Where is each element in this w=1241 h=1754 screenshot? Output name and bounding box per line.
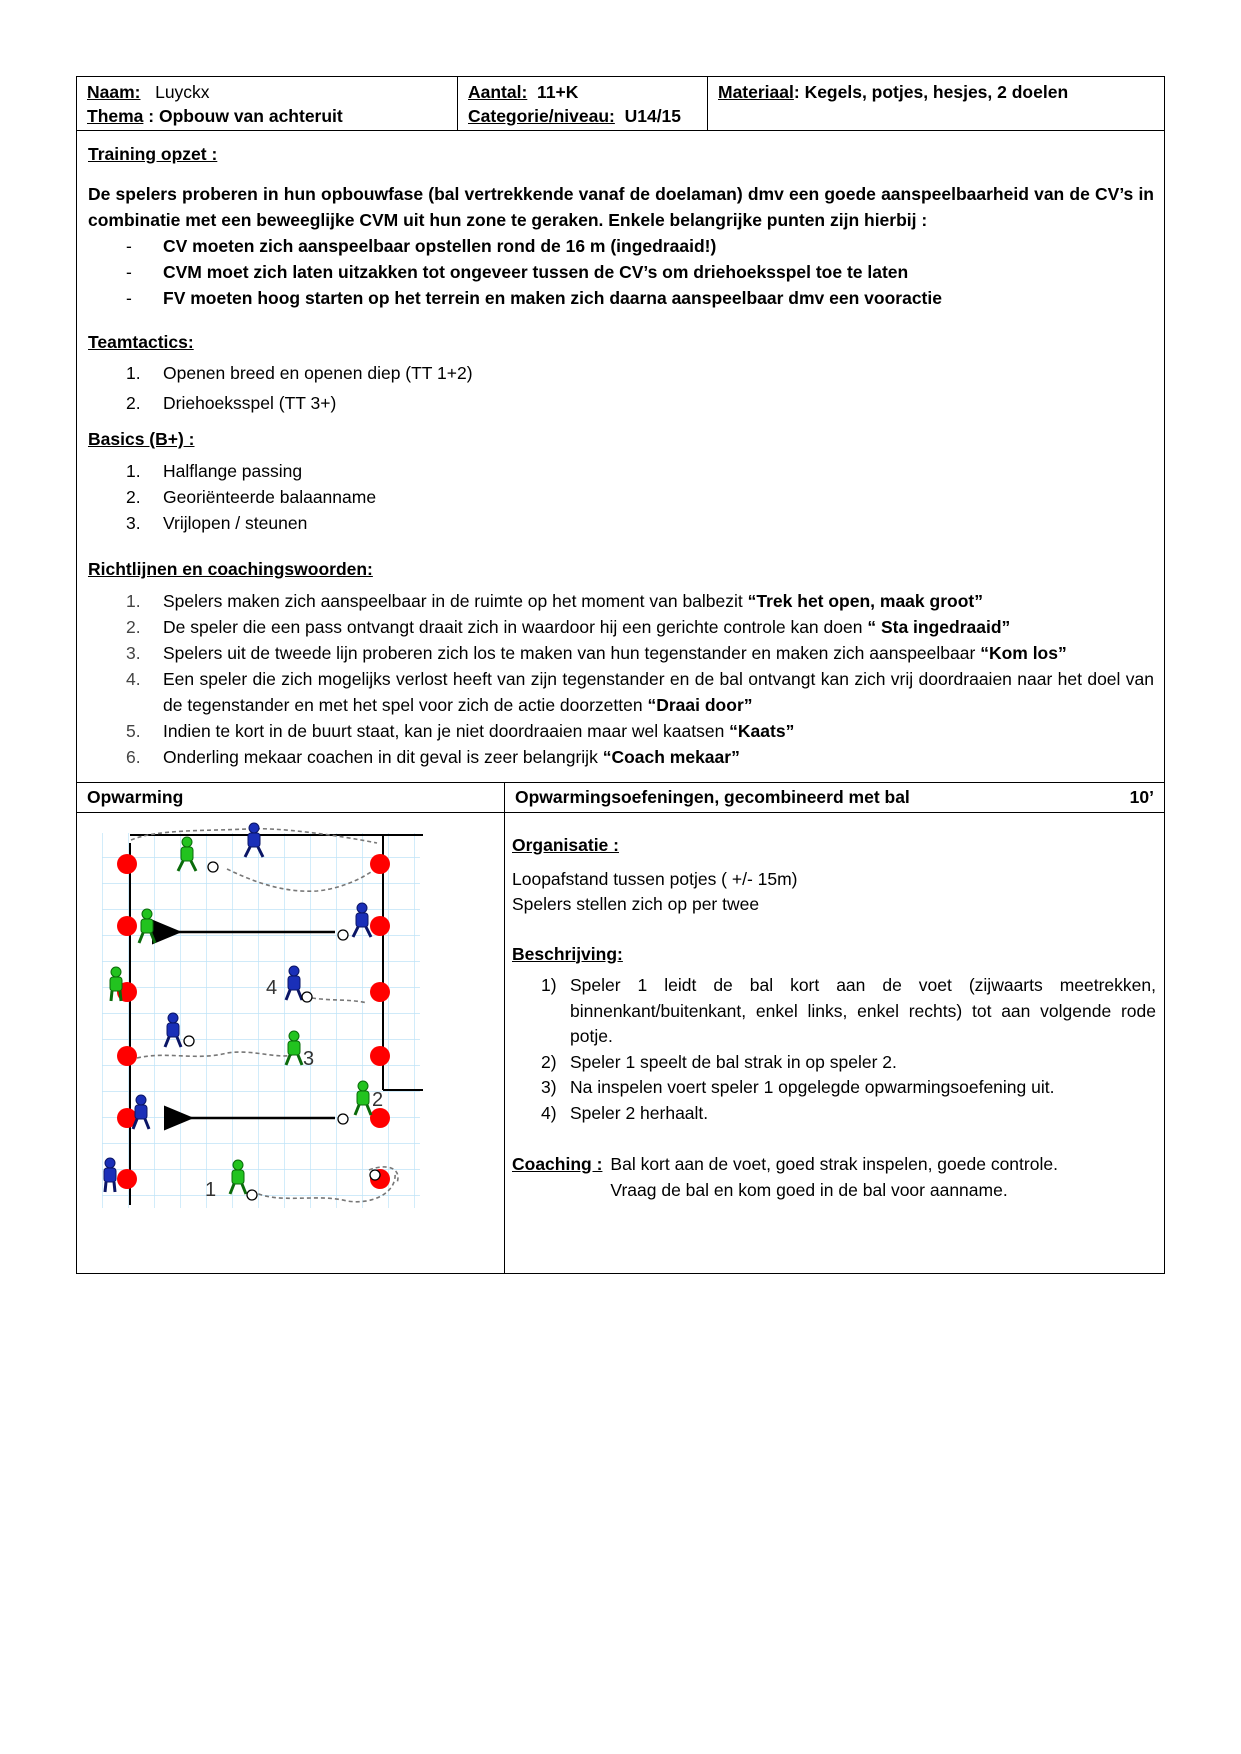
basics-item: 1. Halflange passing <box>126 461 303 481</box>
materiaal-label: Materiaal <box>718 82 794 102</box>
cone <box>370 1046 390 1066</box>
aantal-value: 11+K <box>537 82 579 102</box>
opzet-points <box>88 233 1154 311</box>
teamtactics-item: 2. Driehoeksspel (TT 3+) <box>126 392 337 413</box>
basics-list <box>88 458 1154 536</box>
richtlijn-item: 5. Indien te kort in de buurt staat, kan je niet doordraaien maar wel kaatsen “Kaats” <box>126 721 795 741</box>
materiaal-value: : Kegels, potjes, hesjes, 2 doelen <box>793 82 1069 102</box>
drill-diagram-cell <box>77 813 505 1274</box>
player-number-4: 4 <box>266 977 278 999</box>
thema-value: : Opbouw van achteruit <box>148 106 343 126</box>
categorie-label: Categorie/niveau: <box>468 106 615 126</box>
training-sheet <box>76 76 1162 1274</box>
ball <box>184 1036 194 1046</box>
content-cell <box>77 131 1165 783</box>
step-item: 4) Speler 2 herhaalt. <box>541 1102 709 1123</box>
naam-thema-cell <box>77 77 458 131</box>
cone <box>370 916 390 936</box>
richtlijn-item: 6. Onderling mekaar coachen in dit geval is zeer belangrijk “Coach mekaar” <box>126 747 740 767</box>
opzet-point: - CV moeten zich aanspeelbaar opstellen rond de 16 m (ingedraaid!) <box>126 236 717 256</box>
ball <box>370 1170 380 1180</box>
richtlijn-item: 1. Spelers maken zich aanspeelbaar in de ruimte op het moment van balbezit “Trek het open, maak groot” <box>126 591 983 611</box>
beschrijving-steps <box>512 973 1156 1126</box>
opwarming-body-row <box>77 813 1165 1274</box>
player-number-3: 3 <box>303 1048 315 1070</box>
richtlijnen-list <box>88 588 1154 770</box>
thema-label: Thema <box>87 106 144 126</box>
richtlijn-item: 3. Spelers uit de tweede lijn proberen zich los te maken van hun tegenstander en maken zich aanspeelbaar “Kom los” <box>126 643 1067 663</box>
naam-value: Luyckx <box>155 82 210 102</box>
ball <box>208 862 218 872</box>
richtlijn-item: 2. De speler die een pass ontvangt draait zich in waardoor hij een gerichte controle kan doen “ Sta ingedraaid” <box>126 617 1011 637</box>
opzet-title: Training opzet : <box>88 144 218 164</box>
opwarming-title-cell <box>505 783 1165 813</box>
ball <box>302 992 312 1002</box>
ball <box>338 1114 348 1124</box>
teamtactics-item: 1. Openen breed en openen diep (TT 1+2) <box>126 363 473 383</box>
training-table <box>76 76 1165 1274</box>
coaching-label: Coaching : <box>512 1154 603 1174</box>
organisatie-title: Organisatie : <box>512 835 619 855</box>
organisatie-line: Spelers stellen zich op per twee <box>512 894 760 914</box>
grid-background <box>102 833 420 1208</box>
player-number-1: 1 <box>205 1179 217 1201</box>
ball <box>247 1190 257 1200</box>
materiaal-cell <box>708 77 1165 131</box>
teamtactics-list <box>88 359 1154 418</box>
step-item: 1) Speler 1 leidt de bal kort aan de voet (zijwaarts meetrekken, binnenkant/buitenkant, enkel links, enkel rechts) tot aan volgende rode potje. <box>541 975 1156 1046</box>
step-item: 3) Na inspelen voert speler 1 opgelegde opwarmingsoefening uit. <box>541 1077 1055 1097</box>
beschrijving-title: Beschrijving: <box>512 943 623 964</box>
organisatie-line: Loopafstand tussen potjes ( +/- 15m) <box>512 868 798 889</box>
cone <box>117 1169 137 1189</box>
teamtactics-title: Teamtactics: <box>88 332 194 352</box>
opwarming-duration: 10’ <box>1129 787 1154 807</box>
cone <box>370 982 390 1002</box>
coaching-block <box>512 1152 1156 1203</box>
opzet-point: - FV moeten hoog starten op het terrein en maken zich daarna aanspeelbaar dmv een vooractie <box>126 288 942 308</box>
richtlijn-item: 4. Een speler die zich mogelijks verlost heeft van zijn tegenstander en de bal ontvangt kan zich vrij doordraaien naar het doel van de tegenstander en met het spel voor zich de actie doorzetten “Draai door” <box>126 669 1154 715</box>
cone <box>370 854 390 874</box>
opzet-point: - CVM moet zich laten uitzakken tot ongeveer tussen de CV’s om driehoeksspel toe te laten <box>126 262 909 282</box>
opwarming-title: Opwarmingsoefeningen, gecombineerd met bal <box>515 787 910 807</box>
cone <box>370 1108 390 1128</box>
player-number-2: 2 <box>372 1089 384 1111</box>
header-row <box>77 77 1165 131</box>
richtlijnen-title: Richtlijnen en coachingswoorden: <box>88 559 373 579</box>
basics-item: 2. Georiënteerde balaanname <box>126 487 377 507</box>
aantal-categorie-cell <box>458 77 708 131</box>
opwarming-label: Opwarming <box>77 783 505 813</box>
basics-item: 3. Vrijlopen / steunen <box>126 513 308 533</box>
cone <box>117 916 137 936</box>
aantal-label: Aantal: <box>468 82 528 102</box>
coaching-text: Bal kort aan de voet, goed strak inspelen, goede controle. Vraag de bal en kom goed in de bal voor aanname. <box>610 1154 1058 1200</box>
opzet-intro: De spelers proberen in hun opbouwfase (bal vertrekkende vanaf de doelaman) dmv een goede aanspeelbaarheid van de CV’s in combinatie met een beweeglijke CVM uit hun zone te geraken. Enkele belangrijke punten zijn hierbij : <box>88 184 1154 230</box>
cone <box>117 854 137 874</box>
naam-label: Naam: <box>87 82 141 102</box>
opwarming-header-row <box>77 783 1165 813</box>
cone <box>117 1046 137 1066</box>
drill-diagram <box>77 813 457 1273</box>
basics-title: Basics (B+) : <box>88 429 195 449</box>
drill-description-cell <box>505 813 1165 1274</box>
ball <box>338 930 348 940</box>
step-item: 2) Speler 1 speelt de bal strak in op speler 2. <box>541 1051 897 1072</box>
content-row <box>77 131 1165 783</box>
categorie-value: U14/15 <box>624 106 682 126</box>
